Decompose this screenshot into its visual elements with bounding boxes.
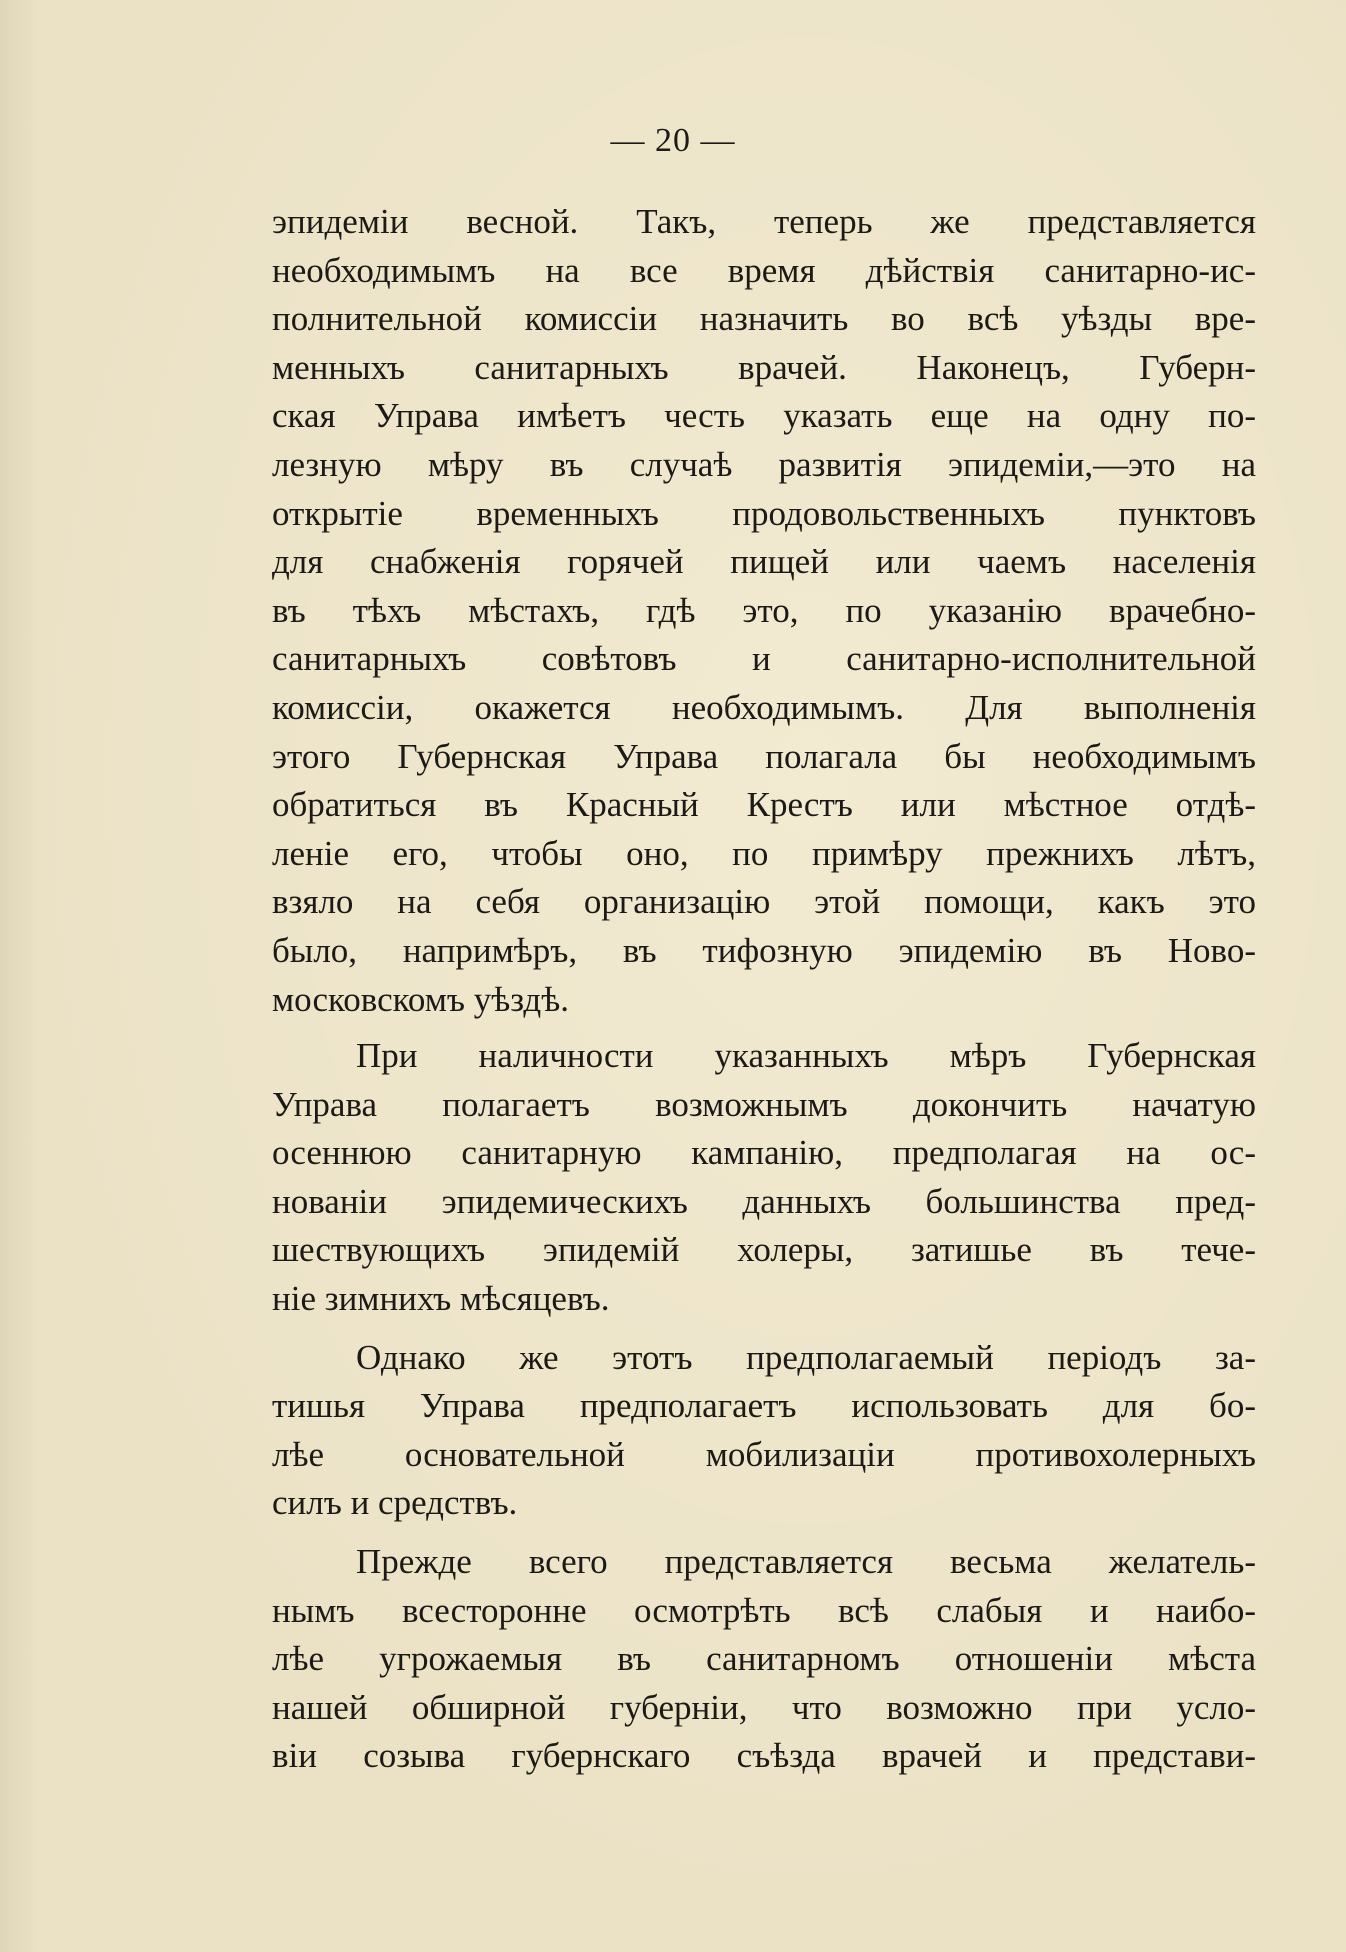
text-line: комиссіи, окажется необходимымъ. Для выполненія [272, 687, 1256, 727]
text-line: Прежде всего представляется весьма желатель- [356, 1542, 1256, 1582]
text-line: санитарныхъ совѣтовъ и санитарно-исполнительной [272, 639, 1256, 679]
text-line: обратиться въ Красный Крестъ или мѣстное отдѣ- [272, 785, 1256, 825]
text-line: Однако же этотъ предполагаемый періодъ за- [356, 1337, 1256, 1377]
text-line: менныхъ санитарныхъ врачей. Наконецъ, Губерн- [272, 347, 1256, 387]
text-line: лѣе угрожаемыя въ санитарномъ отношеніи мѣста [272, 1639, 1256, 1679]
text-line: Управа полагаетъ возможнымъ докончить начатую [272, 1084, 1256, 1124]
text-line: тишья Управа предполагаетъ использовать для бо- [272, 1386, 1256, 1426]
text-line: ская Управа имѣетъ честь указать еще на одну по- [272, 396, 1256, 436]
text-line: При наличности указанныхъ мѣръ Губернская [356, 1036, 1256, 1076]
text-line: московскомъ уѣздѣ. [272, 979, 569, 1019]
text-line: для снабженія горячей пищей или чаемъ населенія [272, 542, 1256, 582]
text-line: шествующихъ эпидемій холеры, затишье въ тече- [272, 1230, 1256, 1270]
page-number: — 20 — [610, 122, 736, 159]
body-text [272, 198, 1256, 1781]
text-line: эпидеміи весной. Такъ, теперь же представляется [272, 202, 1256, 241]
text-line: взяло на себя организацію этой помощи, какъ это [272, 882, 1256, 922]
text-line: полнительной комиссіи назначить во всѣ уѣзды вре- [272, 299, 1256, 339]
text-line: открытіе временныхъ продовольственныхъ пунктовъ [272, 493, 1256, 533]
text-line: леніе его, чтобы оно, по примѣру прежнихъ лѣтъ, [272, 833, 1256, 873]
text-line: въ тѣхъ мѣстахъ, гдѣ это, по указанію врачебно- [272, 590, 1256, 630]
paragraph-3 [272, 1334, 1256, 1528]
text-line: лѣе основательной мобилизаціи противохолерныхъ [272, 1434, 1256, 1474]
text-line: было, напримѣръ, въ тифозную эпидемію въ Ново- [272, 930, 1256, 970]
paragraph-4 [272, 1538, 1256, 1781]
text-line: лезную мѣру въ случаѣ развитія эпидеміи,—это на [272, 444, 1256, 484]
text-line: нымъ всесторонне осмотрѣть всѣ слабыя и наибо- [272, 1590, 1256, 1630]
text-line: осеннюю санитарную кампанію, предполагая на ос- [272, 1133, 1256, 1173]
text-line: віи созыва губернскаго съѣзда врачей и представи- [272, 1736, 1256, 1776]
paragraph-2 [272, 1032, 1256, 1324]
text-line: силъ и средствъ. [272, 1483, 518, 1523]
text-line: этого Губернская Управа полагала бы необходимымъ [272, 736, 1256, 776]
paragraph-1 [272, 198, 1256, 1024]
text-line: ніе зимнихъ мѣсяцевъ. [272, 1279, 610, 1319]
text-line: необходимымъ на все время дѣйствія санитарно-ис- [272, 250, 1256, 290]
text-line: нованіи эпидемическихъ данныхъ большинства пред- [272, 1181, 1256, 1221]
text-line: нашей обширной губерніи, что возможно при усло- [272, 1687, 1256, 1727]
